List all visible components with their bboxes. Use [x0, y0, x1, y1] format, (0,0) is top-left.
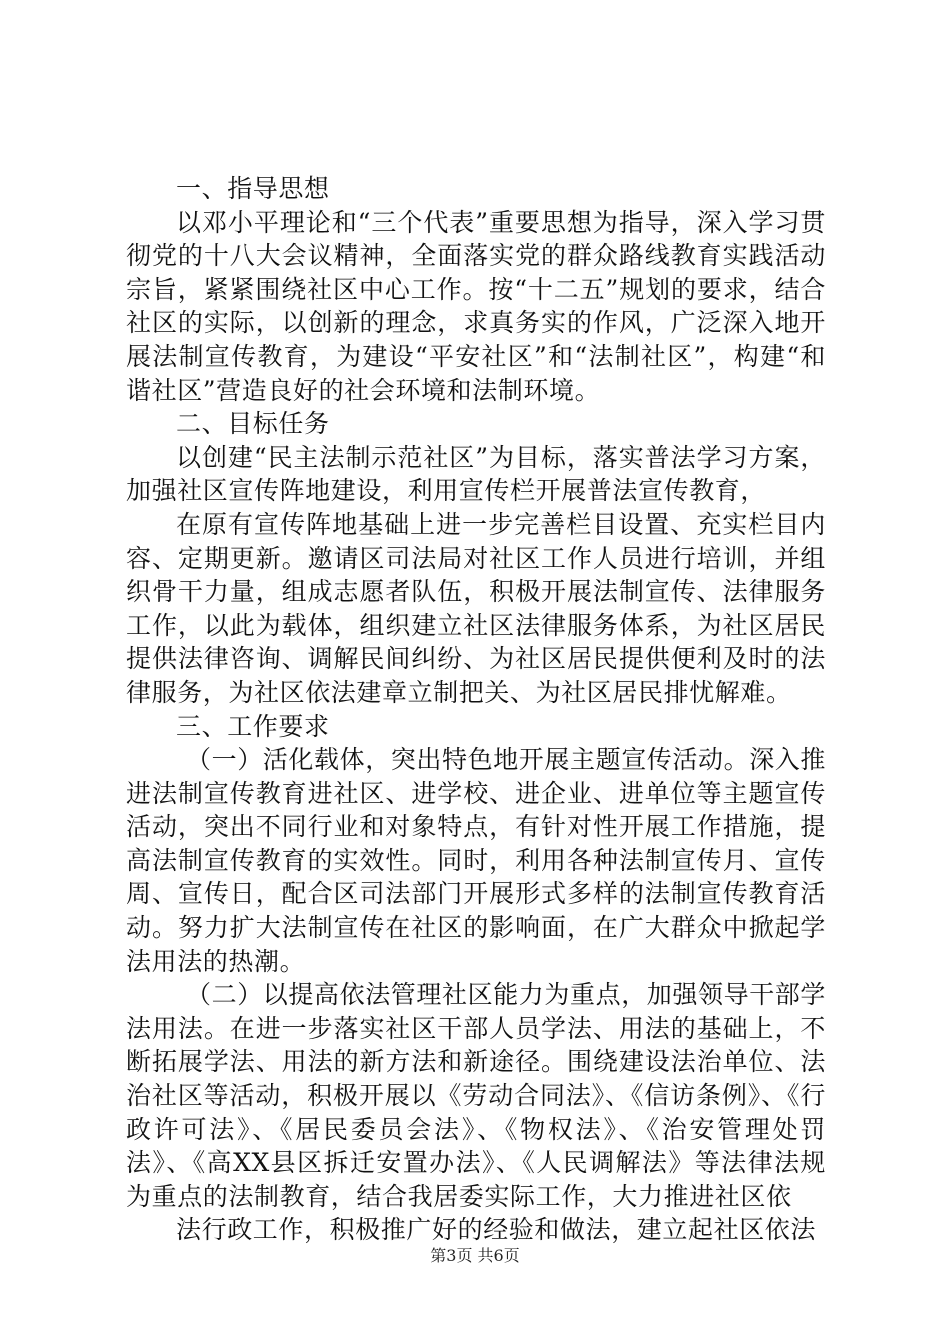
paragraph-guiding-ideology: 以邓小平理论和“三个代表”重要思想为指导，深入学习贯彻党的十八大会议精神，全面落实党的群众路线教育实践活动宗旨，紧紧围绕社区中心工作。按“十二五”规划的要求，结合社区的实际，以创新的理念，求真务实的作风，广泛深入地开展法制宣传教育，为建设“平安社区”和“法制社区”，构建“和谐社区”营造良好的社会环境和法制环境。: [126, 207, 826, 405]
section-heading-work-requirements: 三、工作要求: [176, 711, 330, 741]
page-number-footer: 第3页 共6页: [430, 1246, 520, 1265]
paragraph-goals-2: 在原有宣传阵地基础上进一步完善栏目设置、充实栏目内容、定期更新。邀请区司法局对社区工作人员进行培训，并组织骨干力量，组成志愿者队伍，积极开展法制宣传、法律服务工作，以此为载体，组织建立社区法律服务体系，为社区居民提供法律咨询、调解民间纠纷、为社区居民提供便利及时的法律服务，为社区依法建章立制把关、为社区居民排忧解难。: [126, 509, 826, 707]
paragraph-goals-1: 以创建“民主法制示范社区”为目标，落实普法学习方案，加强社区宣传阵地建设，利用宣传栏开展普法宣传教育，: [126, 442, 826, 506]
section-heading-goals-tasks: 二、目标任务: [176, 409, 330, 439]
paragraph-requirement-2: （二）以提高依法管理社区能力为重点，加强领导干部学法用法。在进一步落实社区干部人员学法、用法的基础上，不断拓展学法、用法的新方法和新途径。围绕建设法治单位、法治社区等活动，积极开展以《劳动合同法》、《信访条例》、《行政许可法》、《居民委员会法》、《物权法》、《治安管理处罚法》、《高XX县区拆迁安置办法》、《人民调解法》等法律法规为重点的法制教育，结合我居委实际工作，大力推进社区依: [126, 980, 827, 1211]
section-heading-guiding-ideology: 一、指导思想: [176, 174, 330, 203]
paragraph-requirement-2-continued: 法行政工作，积极推广好的经验和做法，建立起社区依法: [176, 1215, 817, 1245]
document-body: [126, 172, 826, 1247]
paragraph-requirement-1: （一）活化载体，突出特色地开展主题宣传活动。深入推进法制宣传教育进社区、进学校、进企业、进单位等主题宣传活动，突出不同行业和对象特点，有针对性开展工作措施，提高法制宣传教育的实效性。同时，利用各种法制宣传月、宣传周、宣传日，配合区司法部门开展形式多样的法制宣传教育活动。努力扩大法制宣传在社区的影响面，在广大群众中掀起学法用法的热潮。: [126, 745, 827, 976]
